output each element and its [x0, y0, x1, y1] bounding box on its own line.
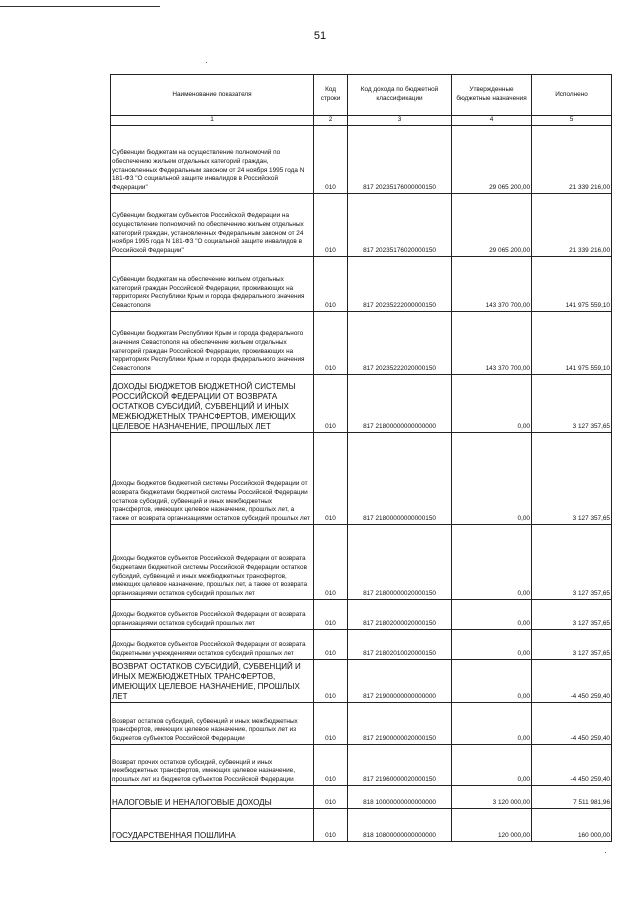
row-line-code: 010	[314, 256, 348, 311]
table-row	[111, 629, 612, 659]
row-classification-code: 817 21900000000000000	[348, 659, 452, 702]
row-classification-code: 817 20235222000000150	[348, 256, 452, 311]
row-classification-code: 817 21802000020000150	[348, 599, 452, 629]
row-executed-amount: 3 127 357,65	[532, 524, 612, 599]
row-line-code: 010	[314, 432, 348, 524]
header-executed: Исполнено	[532, 75, 612, 116]
header-name: Наименование показателя	[111, 75, 314, 116]
scan-speck: ·	[604, 848, 607, 857]
scan-speck: ·	[205, 58, 208, 67]
row-executed-amount: 3 127 357,65	[532, 432, 612, 524]
row-name: Возврат остатков субсидий, субвенций и иных межбюджетных трансфертов, имеющих целевое назначение, прошлых лет из бюджетов субъектов Российской Федерации	[111, 702, 314, 744]
header-row	[111, 75, 612, 116]
row-approved-amount: 3 120 000,00	[452, 785, 532, 808]
row-classification-code: 818 10800000000000000	[348, 808, 452, 841]
row-name: Субвенции бюджетам на осуществление полномочий по обеспечению жильем отдельных категорий граждан, установленных Федеральным законом от 24 ноября 1995 года N 181-ФЗ "О социальной защите инвалидов в Российской Федерации"	[111, 125, 314, 193]
row-name: Доходы бюджетов субъектов Российской Федерации от возврата организациями остатков субсидий прошлых лет	[111, 599, 314, 629]
column-index: 3	[348, 116, 452, 126]
row-executed-amount: 141 975 559,10	[532, 256, 612, 311]
budget-table	[110, 74, 612, 842]
row-line-code: 010	[314, 744, 348, 785]
row-classification-code: 817 21800000000000000	[348, 374, 452, 432]
header-line-code: Код строки	[314, 75, 348, 116]
row-executed-amount: 21 339 216,00	[532, 193, 612, 256]
table-row	[111, 125, 612, 193]
table-row	[111, 311, 612, 374]
row-line-code: 010	[314, 785, 348, 808]
page-number: 51	[313, 30, 327, 42]
row-line-code: 010	[314, 659, 348, 702]
row-line-code: 010	[314, 702, 348, 744]
row-name: ГОСУДАРСТВЕННАЯ ПОШЛИНА	[111, 808, 314, 841]
top-rule	[0, 6, 160, 7]
row-name: ВОЗВРАТ ОСТАТКОВ СУБСИДИЙ, СУБВЕНЦИЙ И ИНЫХ МЕЖБЮДЖЕТНЫХ ТРАНСФЕРТОВ, ИМЕЮЩИХ ЦЕЛЕВОЕ НАЗНАЧЕНИЕ, ПРОШЛЫХ ЛЕТ	[111, 659, 314, 702]
row-line-code: 010	[314, 524, 348, 599]
column-index: 1	[111, 116, 314, 126]
table-row	[111, 374, 612, 432]
row-executed-amount: 3 127 357,65	[532, 599, 612, 629]
row-name: ДОХОДЫ БЮДЖЕТОВ БЮДЖЕТНОЙ СИСТЕМЫ РОССИЙСКОЙ ФЕДЕРАЦИИ ОТ ВОЗВРАТА ОСТАТКОВ СУБСИДИЙ, СУБВЕНЦИЙ И ИНЫХ МЕЖБЮДЖЕТНЫХ ТРАНСФЕРТОВ, ИМЕЮЩИХ ЦЕЛЕВОЕ НАЗНАЧЕНИЕ, ПРОШЛЫХ ЛЕТ	[111, 374, 314, 432]
row-approved-amount: 0,00	[452, 599, 532, 629]
column-index: 2	[314, 116, 348, 126]
row-name: Доходы бюджетов бюджетной системы Российской Федерации от возврата бюджетами бюджетной системы Российской Федерации остатков субсидий, субвенций и иных межбюджетных трансфертов, имеющих целевое назначение, прошлых лет, а также от возврата организациями остатков субсидий прошлых лет	[111, 432, 314, 524]
row-classification-code: 818 10000000000000000	[348, 785, 452, 808]
header-approved: Утвержденные бюджетные назначения	[452, 75, 532, 116]
column-index: 5	[532, 116, 612, 126]
row-classification-code: 817 21802010020000150	[348, 629, 452, 659]
row-line-code: 010	[314, 125, 348, 193]
table-body	[111, 125, 612, 841]
row-approved-amount: 29 065 200,00	[452, 125, 532, 193]
row-executed-amount: 141 975 559,10	[532, 311, 612, 374]
row-line-code: 010	[314, 374, 348, 432]
row-executed-amount: 3 127 357,65	[532, 629, 612, 659]
table-row	[111, 808, 612, 841]
row-executed-amount: 7 511 981,96	[532, 785, 612, 808]
row-approved-amount: 29 065 200,00	[452, 193, 532, 256]
row-line-code: 010	[314, 808, 348, 841]
row-line-code: 010	[314, 599, 348, 629]
row-classification-code: 817 21960000020000150	[348, 744, 452, 785]
column-index: 4	[452, 116, 532, 126]
row-line-code: 010	[314, 629, 348, 659]
table-row	[111, 659, 612, 702]
row-line-code: 010	[314, 193, 348, 256]
row-approved-amount: 120 000,00	[452, 808, 532, 841]
row-classification-code: 817 21800000020000150	[348, 524, 452, 599]
row-name: Субвенции бюджетам на обеспечение жильем отдельных категорий граждан Российской Федерации, проживающих на территориях Республики Крым и города федерального значения Севастополя	[111, 256, 314, 311]
row-executed-amount: 3 127 357,65	[532, 374, 612, 432]
row-approved-amount: 0,00	[452, 432, 532, 524]
row-executed-amount: -4 450 259,40	[532, 659, 612, 702]
row-approved-amount: 0,00	[452, 744, 532, 785]
table-row	[111, 599, 612, 629]
row-line-code: 010	[314, 311, 348, 374]
row-executed-amount: 21 339 216,00	[532, 125, 612, 193]
column-index-row	[111, 116, 612, 126]
row-approved-amount: 143 370 700,00	[452, 256, 532, 311]
row-classification-code: 817 20235176000000150	[348, 125, 452, 193]
row-classification-code: 817 21900000020000150	[348, 702, 452, 744]
row-approved-amount: 0,00	[452, 659, 532, 702]
table-row	[111, 524, 612, 599]
row-approved-amount: 0,00	[452, 374, 532, 432]
table-row	[111, 432, 612, 524]
row-name: Субвенции бюджетам субъектов Российской Федерации на осуществление полномочий по обеспечению жильем отдельных категорий граждан, установленных Федеральным законом от 24 ноября 1995 года N 181-ФЗ "О социальной защите инвалидов в Российской Федерации"	[111, 193, 314, 256]
row-classification-code: 817 20235222020000150	[348, 311, 452, 374]
row-name: НАЛОГОВЫЕ И НЕНАЛОГОВЫЕ ДОХОДЫ	[111, 785, 314, 808]
row-name: Доходы бюджетов субъектов Российской Федерации от возврата бюджетными учреждениями остатков субсидий прошлых лет	[111, 629, 314, 659]
table-row	[111, 256, 612, 311]
row-executed-amount: -4 450 259,40	[532, 702, 612, 744]
row-executed-amount: 160 000,00	[532, 808, 612, 841]
row-name: Доходы бюджетов субъектов Российской Федерации от возврата бюджетами бюджетной системы Российской Федерации остатков субсидий, субвенций и иных межбюджетных трансфертов, имеющих целевое назначение, прошлых лет, а также от возврата организациями остатков субсидий прошлых лет	[111, 524, 314, 599]
row-name: Субвенции бюджетам Республики Крым и города федерального значения Севастополя на обеспечение жильем отдельных категорий граждан Российской Федерации, проживающих на территориях Республики Крым и города федерального значения Севастополя	[111, 311, 314, 374]
row-approved-amount: 0,00	[452, 629, 532, 659]
table-row	[111, 702, 612, 744]
header-classification: Код дохода по бюджетной классификации	[348, 75, 452, 116]
table-row	[111, 744, 612, 785]
row-classification-code: 817 21800000000000150	[348, 432, 452, 524]
row-approved-amount: 0,00	[452, 524, 532, 599]
row-approved-amount: 143 370 700,00	[452, 311, 532, 374]
table-row	[111, 193, 612, 256]
row-name: Возврат прочих остатков субсидий, субвенций и иных межбюджетных трансфертов, имеющих целевое назначение, прошлых лет из бюджетов субъектов Российской Федерации	[111, 744, 314, 785]
row-executed-amount: -4 450 259,40	[532, 744, 612, 785]
row-approved-amount: 0,00	[452, 702, 532, 744]
row-classification-code: 817 20235176020000150	[348, 193, 452, 256]
table-row	[111, 785, 612, 808]
